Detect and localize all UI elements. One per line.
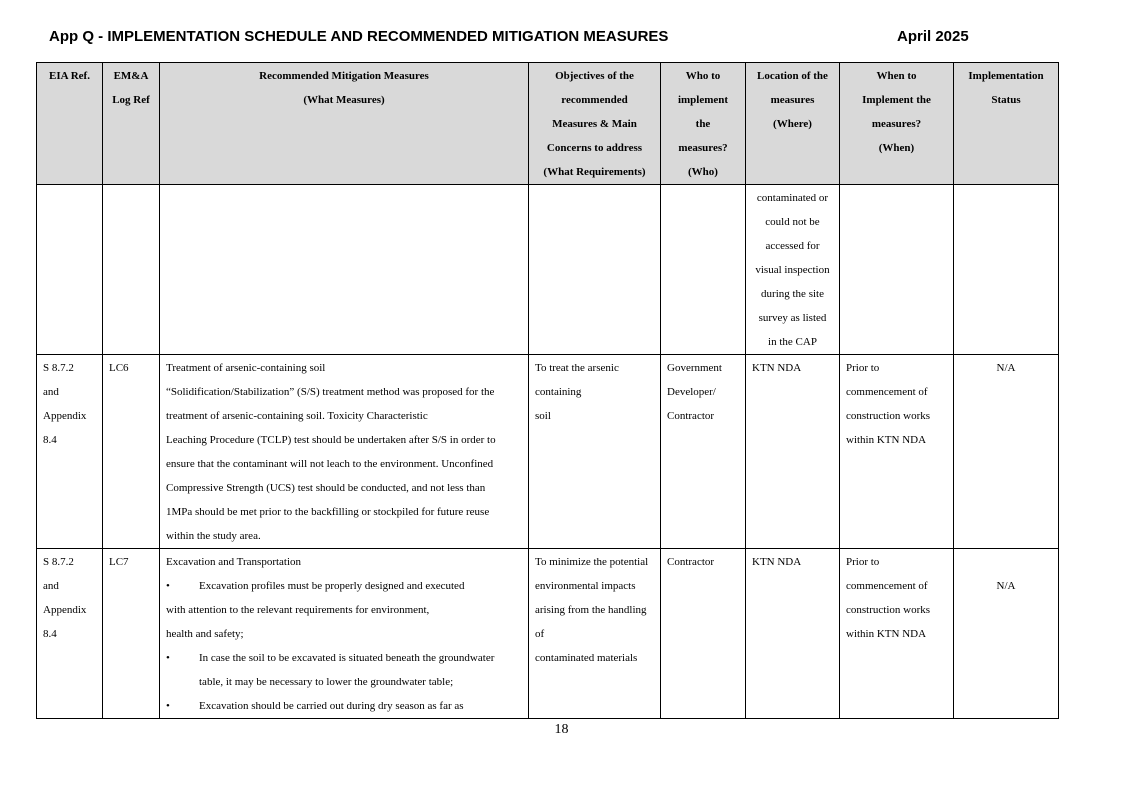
- cell-log-ref: LC6: [103, 355, 160, 549]
- table-row-lc6: [37, 355, 1059, 549]
- col-header-status: Implementation Status: [954, 63, 1059, 185]
- bullet-item: • Excavation should be carried out during dry season as far as: [166, 694, 522, 718]
- cell-status: N/A: [954, 549, 1059, 719]
- bullet-icon: •: [166, 700, 170, 712]
- col-header-objectives: Objectives of the recommended Measures & Main Concerns to address (What Requirements): [529, 63, 661, 185]
- cell-empty: [954, 185, 1059, 355]
- cell-eia-ref: S 8.7.2 and Appendix 8.4: [37, 355, 103, 549]
- cell-empty: [840, 185, 954, 355]
- cell-empty: [529, 185, 661, 355]
- cell-who: Contractor: [661, 549, 746, 719]
- table-header-row: [37, 63, 1059, 185]
- table-row-lc7: [37, 549, 1059, 719]
- cell-measures: Excavation and Transportation • Excavation profiles must be properly designed and executed with attention to the relevant requirements for environment, health and safety; • In case the soil to be excavated is situated beneath the groundwater table, it may be necessary to lower the groundwater table; • Excavation should be carried out during dry season as far as: [160, 549, 529, 719]
- page-title: App Q - IMPLEMENTATION SCHEDULE AND RECOMMENDED MITIGATION MEASURES: [49, 28, 669, 45]
- col-header-when: When to Implement the measures? (When): [840, 63, 954, 185]
- col-header-eia-ref: EIA Ref.: [37, 63, 103, 185]
- bullet-item: • Excavation profiles must be properly designed and executed: [166, 574, 522, 598]
- col-header-location: Location of the measures (Where): [746, 63, 840, 185]
- cell-empty: [160, 185, 529, 355]
- cell-when: Prior to commencement of construction works within KTN NDA: [840, 549, 954, 719]
- cell-when: Prior to commencement of construction works within KTN NDA: [840, 355, 954, 549]
- page-number: 18: [554, 722, 569, 737]
- implementation-schedule-table: [36, 62, 1059, 719]
- cell-who: Government Developer/ Contractor: [661, 355, 746, 549]
- cell-objectives: To minimize the potential environmental impacts arising from the handling of contaminated materials: [529, 549, 661, 719]
- col-header-log-ref: EM&A Log Ref: [103, 63, 160, 185]
- cell-empty: [37, 185, 103, 355]
- cell-measures: Treatment of arsenic-containing soil “Solidification/Stabilization” (S/S) treatment method was proposed for the treatment of arsenic-containing soil. Toxicity Characteristic Leaching Procedure (TCLP) test should be undertaken after S/S in order to ensure that the contaminant will not leach to the environment. Unconfined Compressive Strength (UCS) test should be conducted, and not less than 1MPa should be met prior to the backfilling or stockpiled for future reuse within the study area.: [160, 355, 529, 549]
- bullet-icon: •: [166, 580, 170, 592]
- bullet-item: • In case the soil to be excavated is situated beneath the groundwater: [166, 646, 522, 670]
- cell-log-ref: LC7: [103, 549, 160, 719]
- cell-eia-ref: S 8.7.2 and Appendix 8.4: [37, 549, 103, 719]
- col-header-measures: Recommended Mitigation Measures (What Measures): [160, 63, 529, 185]
- cell-status: N/A: [954, 355, 1059, 549]
- cell-location: KTN NDA: [746, 355, 840, 549]
- cell-empty: [103, 185, 160, 355]
- table-row-continuation: [37, 185, 1059, 355]
- bullet-icon: •: [166, 652, 170, 664]
- cell-location-continued: contaminated or could not be accessed for visual inspection during the site survey as listed in the CAP: [746, 185, 840, 355]
- col-header-who: Who to implement the measures? (Who): [661, 63, 746, 185]
- cell-objectives: To treat the arsenic containing soil: [529, 355, 661, 549]
- report-date: April 2025: [897, 28, 969, 45]
- cell-location: KTN NDA: [746, 549, 840, 719]
- cell-empty: [661, 185, 746, 355]
